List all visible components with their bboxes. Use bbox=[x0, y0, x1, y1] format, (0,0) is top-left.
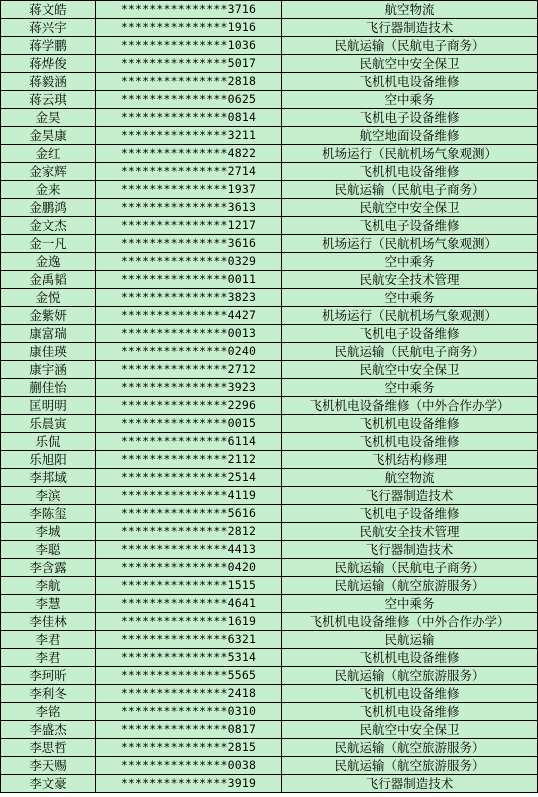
major-cell: 飞机机电设备维修 bbox=[282, 703, 538, 721]
table-row bbox=[1, 235, 538, 253]
major-cell: 民航空中安全保卫 bbox=[282, 55, 538, 73]
student-name-cell: 李珂昕 bbox=[1, 667, 96, 685]
id-number-cell: ***************1619 bbox=[96, 613, 282, 631]
student-name-cell: 蒋毅涵 bbox=[1, 73, 96, 91]
id-number-cell: ***************2714 bbox=[96, 163, 282, 181]
table-row bbox=[1, 757, 538, 775]
id-number-cell: ***************3613 bbox=[96, 199, 282, 217]
major-cell: 民航运输 bbox=[282, 631, 538, 649]
table-row bbox=[1, 739, 538, 757]
major-cell: 机场运行（民航机场气象观测） bbox=[282, 235, 538, 253]
id-number-cell: ***************1217 bbox=[96, 217, 282, 235]
major-cell: 飞机机电设备维修 bbox=[282, 433, 538, 451]
major-cell: 空中乘务 bbox=[282, 289, 538, 307]
student-name-cell: 乐晨寅 bbox=[1, 415, 96, 433]
id-number-cell: ***************3616 bbox=[96, 235, 282, 253]
id-number-cell: ***************4427 bbox=[96, 307, 282, 325]
id-number-cell: ***************5565 bbox=[96, 667, 282, 685]
table-row bbox=[1, 559, 538, 577]
major-cell: 飞行器制造技术 bbox=[282, 775, 538, 793]
id-number-cell: ***************2296 bbox=[96, 397, 282, 415]
table-row bbox=[1, 55, 538, 73]
student-name-cell: 金文杰 bbox=[1, 217, 96, 235]
major-cell: 民航运输（民航电子商务） bbox=[282, 343, 538, 361]
table-row bbox=[1, 109, 538, 127]
student-name-cell: 李盛杰 bbox=[1, 721, 96, 739]
table-row bbox=[1, 667, 538, 685]
student-name-cell: 李陈玺 bbox=[1, 505, 96, 523]
student-name-cell: 乐旭阳 bbox=[1, 451, 96, 469]
major-cell: 飞行器制造技术 bbox=[282, 19, 538, 37]
id-number-cell: ***************2112 bbox=[96, 451, 282, 469]
major-cell: 民航运输（航空旅游服务） bbox=[282, 757, 538, 775]
table-row bbox=[1, 397, 538, 415]
table-row bbox=[1, 145, 538, 163]
student-name-cell: 匡明明 bbox=[1, 397, 96, 415]
table-row bbox=[1, 343, 538, 361]
student-name-cell: 金来 bbox=[1, 181, 96, 199]
table-row bbox=[1, 541, 538, 559]
major-cell: 飞机电子设备维修 bbox=[282, 217, 538, 235]
table-row bbox=[1, 505, 538, 523]
student-name-cell: 金家辉 bbox=[1, 163, 96, 181]
student-name-cell: 金鹏鸿 bbox=[1, 199, 96, 217]
id-number-cell: ***************5616 bbox=[96, 505, 282, 523]
major-cell: 航空物流 bbox=[282, 1, 538, 19]
student-name-cell: 李航 bbox=[1, 577, 96, 595]
id-number-cell: ***************2818 bbox=[96, 73, 282, 91]
id-number-cell: ***************0038 bbox=[96, 757, 282, 775]
major-cell: 民航安全技术管理 bbox=[282, 523, 538, 541]
id-number-cell: ***************2514 bbox=[96, 469, 282, 487]
student-name-cell: 李利冬 bbox=[1, 685, 96, 703]
student-name-cell: 李文豪 bbox=[1, 775, 96, 793]
major-cell: 空中乘务 bbox=[282, 91, 538, 109]
id-number-cell: ***************0814 bbox=[96, 109, 282, 127]
major-cell: 空中乘务 bbox=[282, 379, 538, 397]
table-row bbox=[1, 631, 538, 649]
student-name-cell: 蒋学鹏 bbox=[1, 37, 96, 55]
table-row bbox=[1, 577, 538, 595]
id-number-cell: ***************3823 bbox=[96, 289, 282, 307]
major-cell: 民航运输（航空旅游服务） bbox=[282, 667, 538, 685]
table-row bbox=[1, 181, 538, 199]
major-cell: 飞机机电设备维修 bbox=[282, 685, 538, 703]
id-number-cell: ***************0015 bbox=[96, 415, 282, 433]
student-name-cell: 李君 bbox=[1, 631, 96, 649]
id-number-cell: ***************2815 bbox=[96, 739, 282, 757]
id-number-cell: ***************5314 bbox=[96, 649, 282, 667]
major-cell: 飞机电子设备维修 bbox=[282, 325, 538, 343]
major-cell: 机场运行（民航机场气象观测） bbox=[282, 145, 538, 163]
id-number-cell: ***************0013 bbox=[96, 325, 282, 343]
id-number-cell: ***************0240 bbox=[96, 343, 282, 361]
id-number-cell: ***************0420 bbox=[96, 559, 282, 577]
id-number-cell: ***************2418 bbox=[96, 685, 282, 703]
table-row bbox=[1, 469, 538, 487]
table-row bbox=[1, 325, 538, 343]
major-cell: 民航空中安全保卫 bbox=[282, 199, 538, 217]
major-cell: 飞机机电设备维修（中外合作办学） bbox=[282, 613, 538, 631]
table-row bbox=[1, 37, 538, 55]
student-name-cell: 金昊 bbox=[1, 109, 96, 127]
table-row bbox=[1, 253, 538, 271]
table-row bbox=[1, 361, 538, 379]
id-number-cell: ***************3923 bbox=[96, 379, 282, 397]
student-name-cell: 蒋云琪 bbox=[1, 91, 96, 109]
table-row bbox=[1, 19, 538, 37]
major-cell: 飞机机电设备维修 bbox=[282, 415, 538, 433]
major-cell: 飞机机电设备维修 bbox=[282, 163, 538, 181]
major-cell: 机场运行（民航机场气象观测） bbox=[282, 307, 538, 325]
id-number-cell: ***************5017 bbox=[96, 55, 282, 73]
table-row bbox=[1, 307, 538, 325]
id-number-cell: ***************2712 bbox=[96, 361, 282, 379]
major-cell: 空中乘务 bbox=[282, 253, 538, 271]
id-number-cell: ***************1916 bbox=[96, 19, 282, 37]
table-row bbox=[1, 775, 538, 793]
major-cell: 空中乘务 bbox=[282, 595, 538, 613]
major-cell: 民航运输（民航电子商务） bbox=[282, 37, 538, 55]
student-name-cell: 乐侃 bbox=[1, 433, 96, 451]
table-row bbox=[1, 217, 538, 235]
id-number-cell: ***************2812 bbox=[96, 523, 282, 541]
table-row bbox=[1, 685, 538, 703]
major-cell: 飞行器制造技术 bbox=[282, 541, 538, 559]
student-name-cell: 康富瑞 bbox=[1, 325, 96, 343]
major-cell: 飞机电子设备维修 bbox=[282, 505, 538, 523]
major-cell: 飞机机电设备维修 bbox=[282, 649, 538, 667]
table-row bbox=[1, 721, 538, 739]
major-cell: 民航空中安全保卫 bbox=[282, 721, 538, 739]
table-row bbox=[1, 73, 538, 91]
table-row bbox=[1, 1, 538, 19]
id-number-cell: ***************3211 bbox=[96, 127, 282, 145]
student-name-cell: 金红 bbox=[1, 145, 96, 163]
student-name-cell: 金一凡 bbox=[1, 235, 96, 253]
major-cell: 航空物流 bbox=[282, 469, 538, 487]
id-number-cell: ***************0310 bbox=[96, 703, 282, 721]
major-cell: 民航安全技术管理 bbox=[282, 271, 538, 289]
table-row bbox=[1, 451, 538, 469]
student-name-cell: 李滨 bbox=[1, 487, 96, 505]
table-row bbox=[1, 199, 538, 217]
id-number-cell: ***************4641 bbox=[96, 595, 282, 613]
id-number-cell: ***************4119 bbox=[96, 487, 282, 505]
table-row bbox=[1, 613, 538, 631]
student-name-cell: 李铭 bbox=[1, 703, 96, 721]
id-number-cell: ***************6114 bbox=[96, 433, 282, 451]
student-name-cell: 金悦 bbox=[1, 289, 96, 307]
student-name-cell: 李慧 bbox=[1, 595, 96, 613]
student-name-cell: 李聪 bbox=[1, 541, 96, 559]
student-name-cell: 金禹韬 bbox=[1, 271, 96, 289]
student-name-cell: 李含露 bbox=[1, 559, 96, 577]
id-number-cell: ***************0817 bbox=[96, 721, 282, 739]
student-name-cell: 金紫妍 bbox=[1, 307, 96, 325]
major-cell: 飞机机电设备维修（中外合作办学） bbox=[282, 397, 538, 415]
major-cell: 民航运输（航空旅游服务） bbox=[282, 577, 538, 595]
id-number-cell: ***************0329 bbox=[96, 253, 282, 271]
table-row bbox=[1, 289, 538, 307]
student-name-cell: 李城 bbox=[1, 523, 96, 541]
student-name-cell: 蒋文皓 bbox=[1, 1, 96, 19]
table-row bbox=[1, 433, 538, 451]
table-row bbox=[1, 127, 538, 145]
table-row bbox=[1, 415, 538, 433]
major-cell: 飞机机电设备维修 bbox=[282, 73, 538, 91]
student-name-cell: 李思哲 bbox=[1, 739, 96, 757]
id-number-cell: ***************3919 bbox=[96, 775, 282, 793]
roster-body bbox=[1, 1, 538, 793]
table-row bbox=[1, 271, 538, 289]
student-name-cell: 康佳瑛 bbox=[1, 343, 96, 361]
table-row bbox=[1, 595, 538, 613]
student-name-cell: 金逸 bbox=[1, 253, 96, 271]
id-number-cell: ***************4822 bbox=[96, 145, 282, 163]
id-number-cell: ***************0011 bbox=[96, 271, 282, 289]
student-name-cell: 李佳林 bbox=[1, 613, 96, 631]
table-row bbox=[1, 91, 538, 109]
major-cell: 飞机电子设备维修 bbox=[282, 109, 538, 127]
student-name-cell: 李邦域 bbox=[1, 469, 96, 487]
id-number-cell: ***************4413 bbox=[96, 541, 282, 559]
id-number-cell: ***************1515 bbox=[96, 577, 282, 595]
table-row bbox=[1, 487, 538, 505]
id-number-cell: ***************1036 bbox=[96, 37, 282, 55]
student-name-cell: 金昊康 bbox=[1, 127, 96, 145]
table-row bbox=[1, 703, 538, 721]
table-row bbox=[1, 523, 538, 541]
id-number-cell: ***************6321 bbox=[96, 631, 282, 649]
major-cell: 民航运输（航空旅游服务） bbox=[282, 739, 538, 757]
major-cell: 民航空中安全保卫 bbox=[282, 361, 538, 379]
student-name-cell: 李君 bbox=[1, 649, 96, 667]
major-cell: 民航运输（民航电子商务） bbox=[282, 181, 538, 199]
student-name-cell: 蒋烨俊 bbox=[1, 55, 96, 73]
major-cell: 航空地面设备维修 bbox=[282, 127, 538, 145]
student-name-cell: 蒋兴宇 bbox=[1, 19, 96, 37]
major-cell: 民航运输（民航电子商务） bbox=[282, 559, 538, 577]
id-number-cell: ***************0625 bbox=[96, 91, 282, 109]
student-name-cell: 蒯佳怡 bbox=[1, 379, 96, 397]
id-number-cell: ***************1937 bbox=[96, 181, 282, 199]
major-cell: 飞行器制造技术 bbox=[282, 487, 538, 505]
table-row bbox=[1, 163, 538, 181]
student-name-cell: 康宇涵 bbox=[1, 361, 96, 379]
id-number-cell: ***************3716 bbox=[96, 1, 282, 19]
major-cell: 飞机结构修理 bbox=[282, 451, 538, 469]
table-row bbox=[1, 649, 538, 667]
table-row bbox=[1, 379, 538, 397]
student-name-cell: 李天赐 bbox=[1, 757, 96, 775]
